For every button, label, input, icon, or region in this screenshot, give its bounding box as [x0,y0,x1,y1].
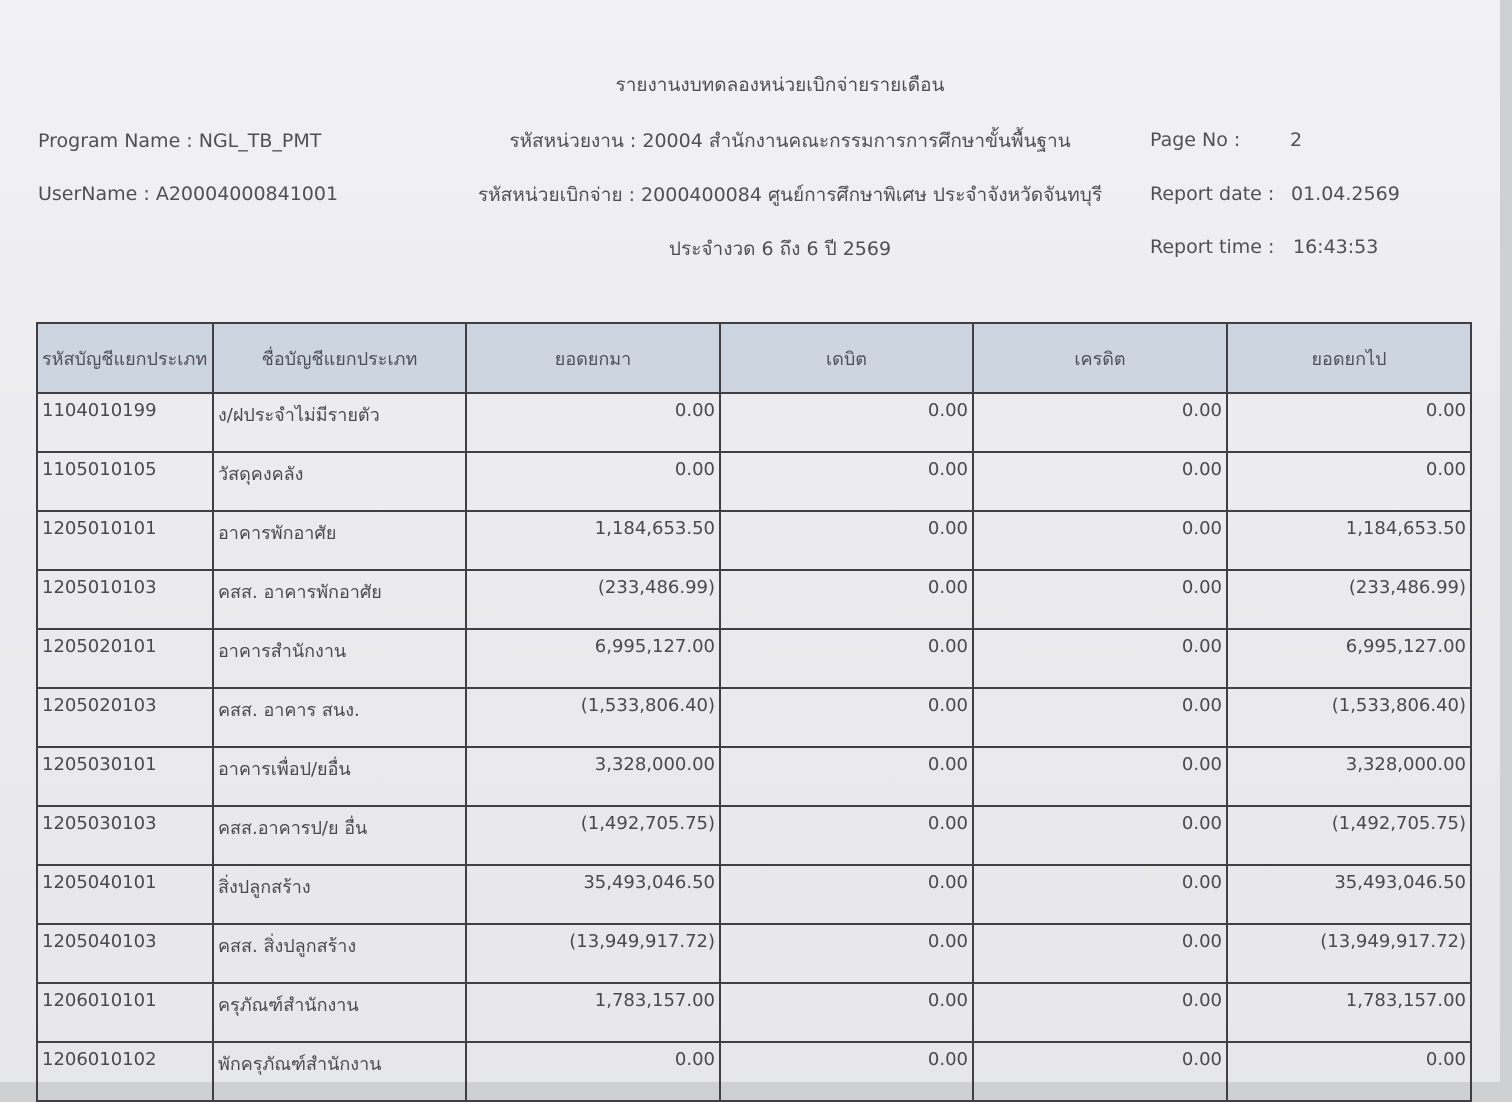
carried-forward-cell: 6,995,127.00 [1227,629,1471,688]
table-header-row [37,323,1471,393]
debit-cell: 0.00 [720,806,973,865]
brought-forward-cell: (1,533,806.40) [466,688,720,747]
credit-cell: 0.00 [973,1042,1227,1101]
brought-forward-cell: 1,184,653.50 [466,511,720,570]
program-name: Program Name : NGL_TB_PMT [38,130,322,152]
brought-forward-cell: 3,328,000.00 [466,747,720,806]
carried-forward-cell: (1,533,806.40) [1227,688,1471,747]
table-body [37,393,1471,1101]
brought-forward-cell: (1,492,705.75) [466,806,720,865]
debit-cell: 0.00 [720,1042,973,1101]
user-name: UserName : A20004000841001 [38,183,339,205]
account-code-cell: 1205040101 [37,865,213,924]
carried-forward-cell: (233,486.99) [1227,570,1471,629]
brought-forward-cell: 1,783,157.00 [466,983,720,1042]
account-name-cell: อาคารพักอาศัย [213,511,466,570]
report-time-value: 16:43:53 [1293,236,1379,258]
account-name-cell: พักครุภัณฑ์สำนักงาน [213,1042,466,1101]
debit-cell: 0.00 [720,688,973,747]
brought-forward-cell: 35,493,046.50 [466,865,720,924]
account-code-cell: 1205010101 [37,511,213,570]
debit-cell: 0.00 [720,511,973,570]
carried-forward-cell: 35,493,046.50 [1227,865,1471,924]
table-row [37,747,1471,806]
report-time-label: Report time : [1150,236,1275,258]
page-no-value: 2 [1290,129,1303,151]
debit-cell: 0.00 [720,924,973,983]
report-date-label: Report date : [1150,183,1275,205]
brought-forward-cell: 0.00 [466,452,720,511]
carried-forward-cell: 1,184,653.50 [1227,511,1471,570]
table-row [37,511,1471,570]
carried-forward-cell: (1,492,705.75) [1227,806,1471,865]
credit-cell: 0.00 [973,629,1227,688]
brought-forward-cell: 0.00 [466,393,720,452]
brought-forward-cell: (233,486.99) [466,570,720,629]
account-name-cell: ครุภัณฑ์สำนักงาน [213,983,466,1042]
carried-forward-cell: (13,949,917.72) [1227,924,1471,983]
account-code-cell: 1205040103 [37,924,213,983]
table-row [37,629,1471,688]
debit-cell: 0.00 [720,983,973,1042]
account-code-cell: 1104010199 [37,393,213,452]
header-credit: เครดิต [973,323,1227,393]
account-code-cell: 1206010102 [37,1042,213,1101]
table-row [37,452,1471,511]
header-brought-forward: ยอดยกมา [466,323,720,393]
brought-forward-cell: 0.00 [466,1042,720,1101]
table-row [37,570,1471,629]
account-name-cell: อาคารเพื่อป/ยอื่น [213,747,466,806]
report-title: รายงานงบทดลองหน่วยเบิกจ่ายรายเดือน [615,74,945,96]
page-no-label: Page No : [1150,129,1241,151]
account-code-cell: 1105010105 [37,452,213,511]
trial-balance-table [36,322,1472,1102]
carried-forward-cell: 0.00 [1227,1042,1471,1101]
credit-cell: 0.00 [973,865,1227,924]
account-code-cell: 1206010101 [37,983,213,1042]
carried-forward-cell: 1,783,157.00 [1227,983,1471,1042]
account-name-cell: วัสดุคงคลัง [213,452,466,511]
table-row [37,865,1471,924]
account-code-cell: 1205030101 [37,747,213,806]
account-name-cell: คสส.อาคารป/ย อื่น [213,806,466,865]
brought-forward-cell: 6,995,127.00 [466,629,720,688]
credit-cell: 0.00 [973,688,1227,747]
account-code-cell: 1205010103 [37,570,213,629]
report-date-value: 01.04.2569 [1291,183,1400,205]
credit-cell: 0.00 [973,983,1227,1042]
header-carried-forward: ยอดยกไป [1227,323,1471,393]
disbursing-unit-line: รหัสหน่วยเบิกจ่าย : 2000400084 ศูนย์การศึกษาพิเศษ ประจำจังหวัดจันทบุรี [477,184,1103,206]
debit-cell: 0.00 [720,452,973,511]
debit-cell: 0.00 [720,393,973,452]
header-account-code: รหัสบัญชีแยกประเภท [37,323,213,393]
credit-cell: 0.00 [973,511,1227,570]
header-debit: เดบิต [720,323,973,393]
carried-forward-cell: 3,328,000.00 [1227,747,1471,806]
table-row [37,806,1471,865]
table-row [37,1042,1471,1101]
carried-forward-cell: 0.00 [1227,452,1471,511]
table-row [37,924,1471,983]
header-account-name: ชื่อบัญชีแยกประเภท [213,323,466,393]
account-code-cell: 1205020101 [37,629,213,688]
account-name-cell: คสส. อาคารพักอาศัย [213,570,466,629]
brought-forward-cell: (13,949,917.72) [466,924,720,983]
credit-cell: 0.00 [973,924,1227,983]
account-name-cell: คสส. สิ่งปลูกสร้าง [213,924,466,983]
credit-cell: 0.00 [973,747,1227,806]
debit-cell: 0.00 [720,629,973,688]
agency-line: รหัสหน่วยงาน : 20004 สำนักงานคณะกรรมการการศึกษาขั้นพื้นฐาน [509,130,1071,152]
carried-forward-cell: 0.00 [1227,393,1471,452]
account-name-cell: ง/ฝประจำไม่มีรายตัว [213,393,466,452]
period-line: ประจำงวด 6 ถึง 6 ปี 2569 [668,238,892,260]
account-code-cell: 1205020103 [37,688,213,747]
credit-cell: 0.00 [973,806,1227,865]
table-row [37,688,1471,747]
account-code-cell: 1205030103 [37,806,213,865]
table-row [37,393,1471,452]
credit-cell: 0.00 [973,393,1227,452]
debit-cell: 0.00 [720,570,973,629]
account-name-cell: คสส. อาคาร สนง. [213,688,466,747]
credit-cell: 0.00 [973,570,1227,629]
table-row [37,983,1471,1042]
credit-cell: 0.00 [973,452,1227,511]
debit-cell: 0.00 [720,747,973,806]
debit-cell: 0.00 [720,865,973,924]
account-name-cell: สิ่งปลูกสร้าง [213,865,466,924]
account-name-cell: อาคารสำนักงาน [213,629,466,688]
